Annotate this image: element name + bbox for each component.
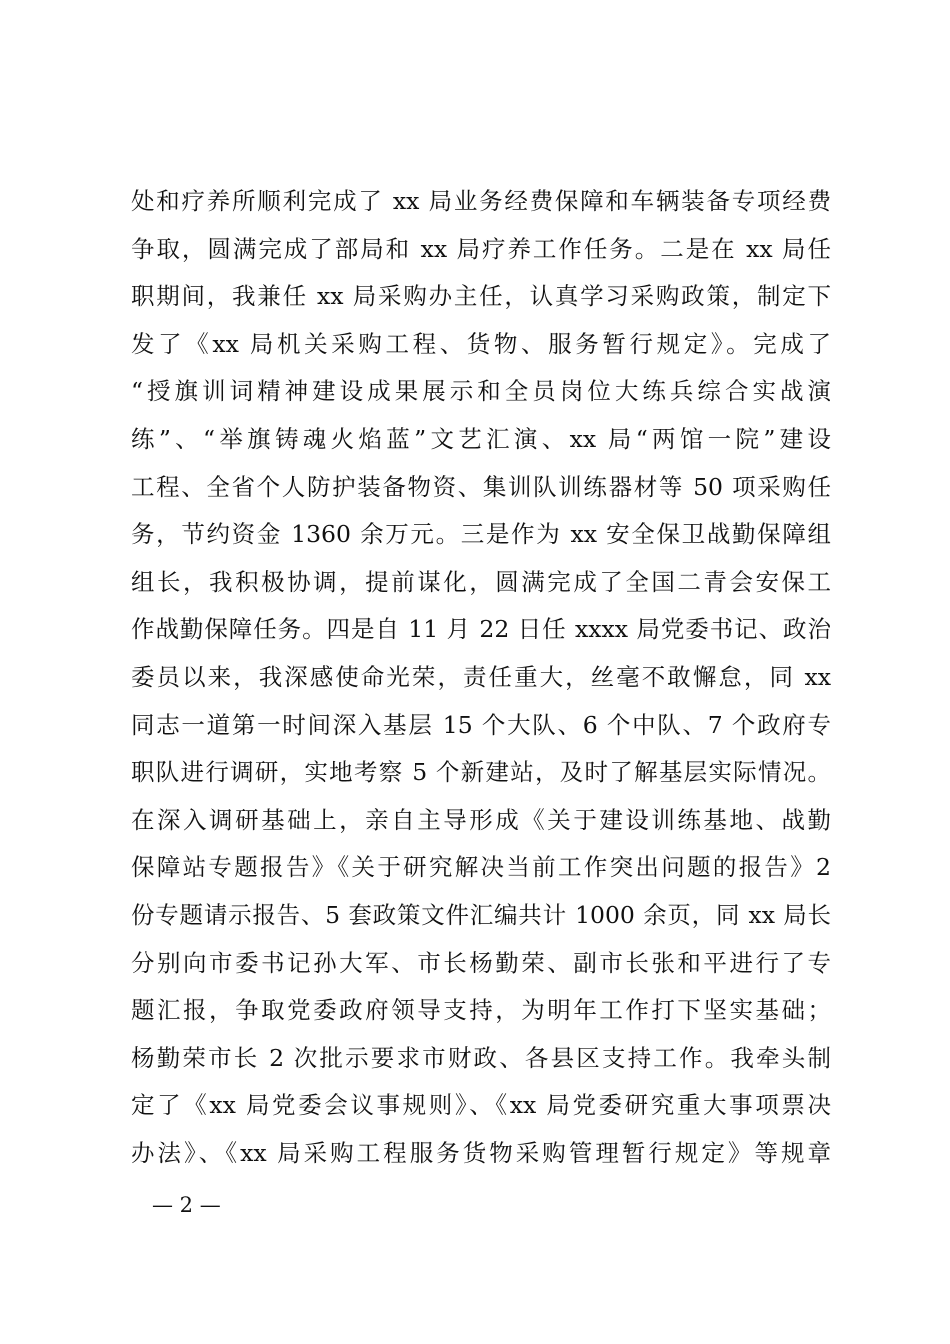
text-line: 务，节约资金 1360 余万元。三是作为 xx 安全保卫战勤保障组 xyxy=(131,520,831,549)
text-line: 委员以来，我深感使命光荣，责任重大，丝毫不敢懈怠，同 xx xyxy=(131,662,831,691)
text-line: 在深入调研基础上，亲自主导形成《关于建设训练基地、战勤 xyxy=(131,805,831,834)
text-line: 发了《xx 局机关采购工程、货物、服务暂行规定》。完成了 xyxy=(131,329,831,358)
text-line: 杨勤荣市长 2 次批示要求市财政、各县区支持工作。我牵头制 xyxy=(131,1043,831,1072)
text-line: 职队进行调研，实地考察 5 个新建站，及时了解基层实际情况。 xyxy=(131,758,831,787)
body-paragraph xyxy=(131,178,831,1177)
text-line: 办法》、《xx 局采购工程服务货物采购管理暂行规定》等规章 xyxy=(131,1138,831,1167)
text-line: 工程、全省个人防护装备物资、集训队训练器材等 50 项采购任 xyxy=(131,472,831,501)
text-line: 分别向市委书记孙大军、市长杨勤荣、副市长张和平进行了专 xyxy=(131,948,831,977)
text-line: 份专题请示报告、5 套政策文件汇编共计 1000 余页，同 xx 局长 xyxy=(131,900,831,929)
text-line: 争取，圆满完成了部局和 xx 局疗养工作任务。二是在 xx 局任 xyxy=(131,234,831,263)
text-line: 组长，我积极协调，提前谋化，圆满完成了全国二青会安保工 xyxy=(131,567,831,596)
text-line: 练”、“举旗铸魂火焰蓝”文艺汇演、xx 局“两馆一院”建设 xyxy=(131,424,831,453)
page-number: — 2 — xyxy=(152,1193,221,1217)
text-line: 定了《xx 局党委会议事规则》、《xx 局党委研究重大事项票决 xyxy=(131,1091,831,1120)
text-line: 职期间，我兼任 xx 局采购办主任，认真学习采购政策，制定下 xyxy=(131,282,831,311)
text-line: 处和疗养所顺利完成了 xx 局业务经费保障和车辆装备专项经费 xyxy=(131,187,831,215)
text-line: “授旗训词精神建设成果展示和全员岗位大练兵综合实战演 xyxy=(131,377,831,406)
text-line: 题汇报，争取党委政府领导支持，为明年工作打下坚实基础； xyxy=(131,996,831,1025)
text-line: 作战勤保障任务。四是自 11 月 22 日任 xxxx 局党委书记、政治 xyxy=(131,615,831,644)
text-line: 保障站专题报告》《关于研究解决当前工作突出问题的报告》2 xyxy=(131,853,831,882)
text-line: 同志一道第一时间深入基层 15 个大队、6 个中队、7 个政府专 xyxy=(131,710,831,739)
